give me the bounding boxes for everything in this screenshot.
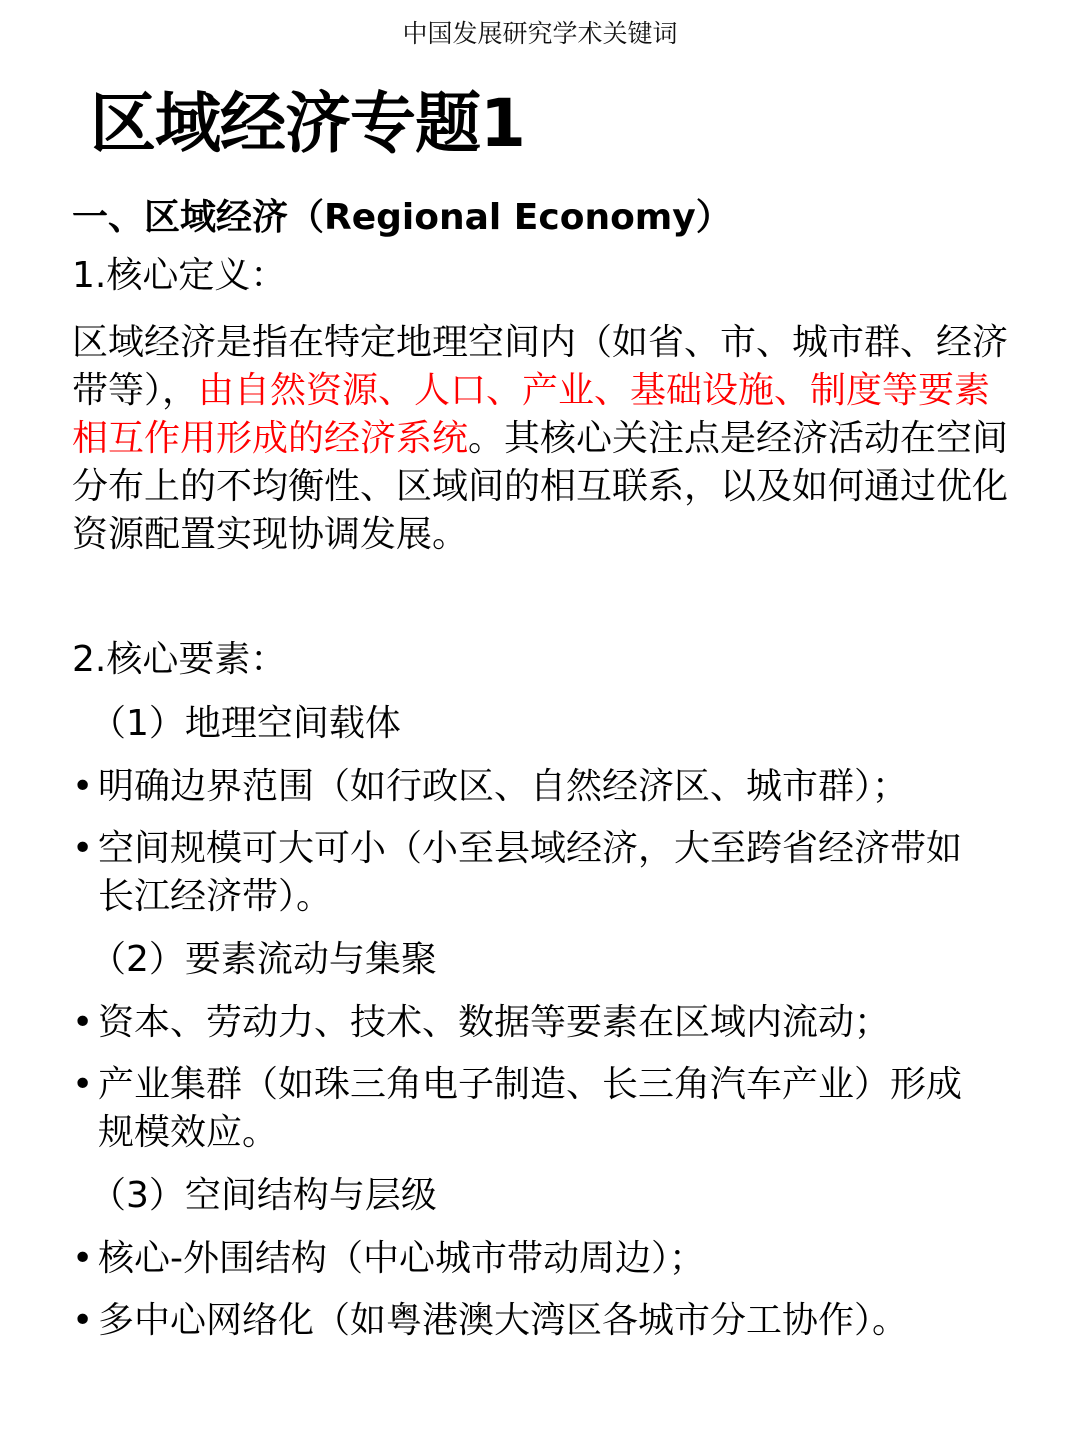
bullet-icon: • — [72, 828, 94, 869]
definition-intro: 区域经济是指在特定地理空间内（如省、市、城市群、经济带等）， — [72, 322, 1009, 411]
definition-paragraph — [72, 319, 1022, 559]
list-item — [72, 1061, 1022, 1157]
group-heading: （1）地理空间载体 — [90, 703, 401, 744]
group-heading: （2）要素流动与集聚 — [90, 939, 437, 980]
list-item — [72, 1297, 1022, 1345]
bullet-icon: • — [72, 1300, 94, 1341]
definition-label: 1.核心定义： — [72, 255, 287, 296]
definition-rest: 。其核心关注点是经济活动在空间分布上的不均衡性、区域间的相互联系，以及如何通过优化资源配置实现协调发展。 — [72, 418, 1009, 555]
list-item — [72, 763, 1022, 811]
list-item-text: 产业集群（如珠三角电子制造、长三角汽车产业）形成规模效应。 — [98, 1064, 963, 1153]
list-item — [72, 999, 1022, 1047]
list-item — [72, 1235, 1022, 1283]
bullet-icon: • — [72, 1064, 94, 1105]
list-item-text: 明确边界范围（如行政区、自然经济区、城市群）； — [98, 766, 909, 807]
list-item — [72, 825, 1022, 921]
section-heading: 一、区域经济（Regional Economy） — [72, 197, 732, 238]
definition-highlight: 由自然资源、人口、产业、基础设施、制度等要素相互作用形成的经济系统 — [72, 370, 991, 459]
list-item-text: 空间规模可大可小（小至县域经济，大至跨省经济带如长江经济带）。 — [98, 828, 963, 917]
group-heading: （3）空间结构与层级 — [90, 1175, 437, 1216]
bullet-icon: • — [72, 766, 94, 807]
page-header: 中国发展研究学术关键词 — [402, 19, 678, 48]
list-item-text: 多中心网络化（如粤港澳大湾区各城市分工协作）。 — [98, 1300, 909, 1341]
bullet-icon: • — [72, 1002, 94, 1043]
list-item-text: 资本、劳动力、技术、数据等要素在区域内流动； — [98, 1002, 891, 1043]
elements-label: 2.核心要素： — [72, 639, 287, 680]
bullet-icon: • — [72, 1238, 94, 1279]
list-item-text: 核心-外围结构（中心城市带动周边）； — [98, 1238, 705, 1279]
page-title: 区域经济专题1 — [90, 85, 525, 162]
